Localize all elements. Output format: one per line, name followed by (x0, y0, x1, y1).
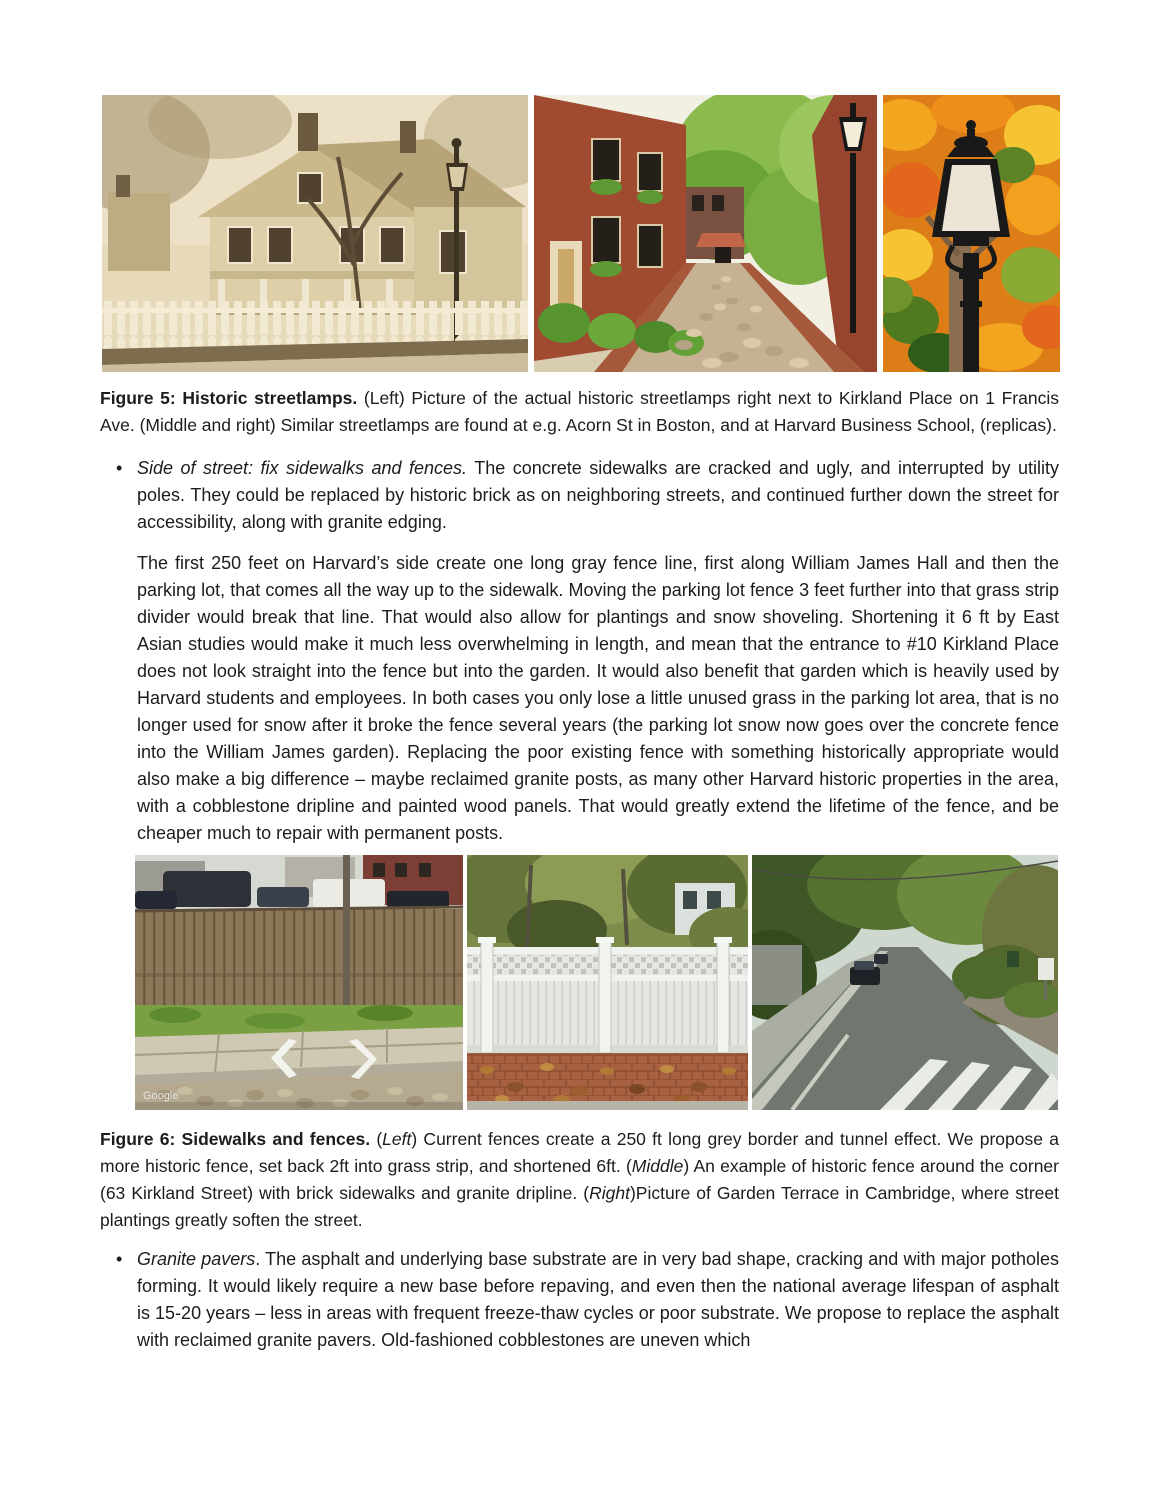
figure5-caption-text: (Left) Picture of the actual historic streetlamps right next to Kirkland Place on 1 Francis Ave. (Middle and right) Similar streetlamps are found at e.g. Acorn St in Boston, and at Harvard Business School, (replicas). (100, 388, 1059, 435)
bullet-granite-pavers (100, 1246, 1059, 1354)
figure5-images (102, 95, 1059, 372)
figure6-caption-left-label: Left (382, 1129, 412, 1149)
bullet-granite-pavers-body: . The asphalt and underlying base substrate are in very bad shape, cracking and with major potholes forming. It would likely require a new base before repaving, and even then the national average lifespan of asphalt is 15-20 years – less in areas with frequent freeze-thaw cycles or poor substrate. We propose to replace the asphalt with reclaimed granite pavers. Old-fashioned cobblestones are uneven which (137, 1249, 1059, 1350)
bullet-marker: • (116, 1249, 123, 1269)
bullet-side-of-street-body: The concrete sidewalks are cracked and ugly, and interrupted by utility poles. They could be replaced by historic brick as on neighboring streets, and continued further down the street for accessibility, along with granite edging. (137, 458, 1059, 532)
google-watermark: Google (143, 1090, 179, 1102)
bullet-granite-pavers-text (137, 1246, 1059, 1354)
bullet-marker: • (116, 458, 123, 478)
bullet-side-of-street-text (137, 455, 1059, 536)
figure5-caption-lead: Figure 5: Historic streetlamps. (100, 388, 358, 408)
photo-historic-house-streetlamp (102, 95, 528, 372)
paragraph-fence-proposal: The first 250 feet on Harvard’s side create one long gray fence line, first along William James Hall and then the parking lot, that comes all the way up to the sidewalk. Moving the parking lot fence 3 feet further into that grass strip divider would break that line. That would also allow for plantings and snow shoveling. Shortening it 6 ft by East Asian studies would make it much less overwhelming in length, and mean that the entrance to #10 Kirkland Place does not look straight into the fence but into the garden. It would also benefit that garden which is heavily used by Harvard students and employees. In both cases you only lose a little unused grass in the parking lot area, that is no longer used for snow after it broke the fence several years (the parking lot snow now goes over the concrete fence into the William James garden). Replacing the poor existing fence with something historically appropriate would also make a big difference – maybe reclaimed granite posts, as many other Harvard historic properties in the area, with a cobblestone dripline and painted wood panels. That would greatly extend the lifetime of the fence, and be cheaper much to repair with permanent posts. (137, 553, 1059, 843)
bullet-granite-pavers-lead: Granite pavers (137, 1249, 256, 1269)
figure6-caption-seg: ) An example of historic fence around the corner (63 Kirkland Street) with brick sidewalks and granite dripline. ( (100, 1156, 1059, 1203)
figure6-caption-right-label: Right (589, 1183, 630, 1203)
photo-streetlamp-autumn (883, 95, 1060, 372)
photo-garden-terrace-street (752, 855, 1058, 1110)
figure6-caption-middle-label: Middle (631, 1156, 684, 1176)
figure5-caption (100, 385, 1059, 439)
figure6-images (135, 855, 1059, 1110)
photo-acorn-st-alley (534, 95, 877, 372)
bullet-side-of-street (100, 455, 1059, 536)
bullet-side-of-street-lead: Side of street: fix sidewalks and fences. (137, 458, 468, 478)
page-content (100, 0, 1059, 1354)
figure6-caption (100, 1126, 1059, 1234)
photo-white-fence-brick-sidewalk (467, 855, 748, 1110)
figure6-caption-seg: )Picture of Garden Terrace in Cambridge, where street plantings greatly soften the street. (100, 1183, 1059, 1230)
figure6-caption-seg: ) Current fences create a 250 ft long grey border and tunnel effect. We propose a more historic fence, set back 2ft into grass strip, and shortened 6ft. ( (100, 1129, 1059, 1176)
figure6-caption-seg: ( (370, 1129, 383, 1149)
figure6-caption-lead: Figure 6: Sidewalks and fences. (100, 1129, 371, 1149)
photo-old-stockade-fence (135, 855, 463, 1110)
